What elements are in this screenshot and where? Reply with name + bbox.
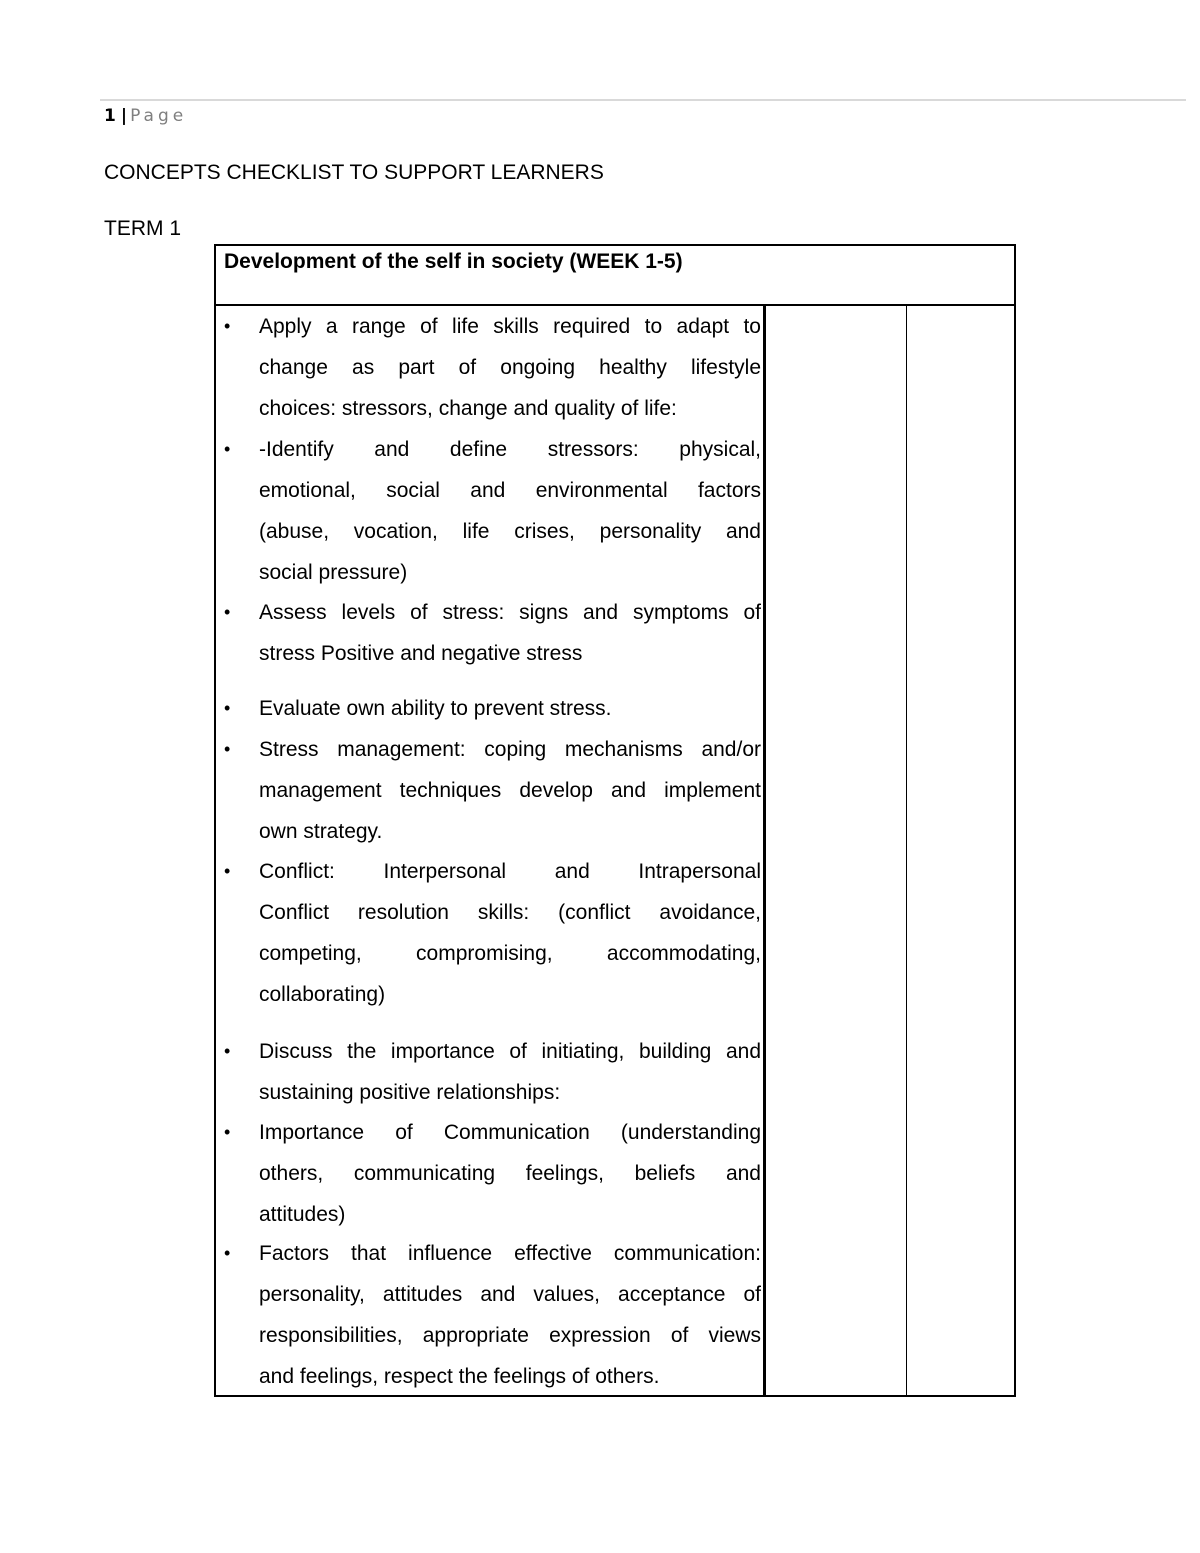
- concept-line: change as part of ongoing healthy lifestyle: [259, 356, 761, 379]
- concept-text: [259, 592, 761, 674]
- bullet-icon: •: [224, 739, 231, 759]
- concept-line: Discuss the importance of initiating, building and: [259, 1040, 761, 1063]
- concept-line: Factors that influence effective communication:: [259, 1242, 761, 1265]
- bullet-icon: •: [224, 698, 231, 718]
- concept-line: competing, compromising, accommodating,: [259, 942, 761, 965]
- concept-item: [216, 851, 763, 1015]
- concept-line: Assess levels of stress: signs and symptoms of: [259, 601, 761, 624]
- concept-item: [216, 592, 763, 674]
- concept-line: Conflict: Interpersonal and Intrapersonal: [259, 860, 761, 883]
- page-word: Page: [130, 106, 188, 126]
- bullet-icon: •: [224, 439, 231, 459]
- concept-text: [259, 429, 761, 593]
- concept-line: Evaluate own ability to prevent stress.: [259, 697, 612, 720]
- bullet-icon: •: [224, 1041, 231, 1061]
- concept-line: emotional, social and environmental factors: [259, 479, 761, 502]
- bullet-icon: •: [224, 1122, 231, 1142]
- bullet-icon: •: [224, 316, 231, 336]
- concept-line: Conflict resolution skills: (conflict avoidance,: [259, 901, 761, 924]
- concept-item: [216, 1031, 763, 1113]
- concept-line: -Identify and define stressors: physical,: [259, 438, 761, 461]
- concepts-column: [216, 306, 766, 1395]
- page-label: [104, 104, 187, 128]
- concept-text: [259, 1233, 761, 1397]
- bullet-icon: •: [224, 602, 231, 622]
- concept-line: (abuse, vocation, life crises, personality and: [259, 520, 761, 543]
- concept-item: [216, 306, 763, 429]
- page-separator: |: [120, 106, 128, 126]
- concept-line: Apply a range of life skills required to adapt to: [259, 315, 761, 338]
- concept-item: [216, 688, 763, 729]
- header-rule: [100, 99, 1186, 101]
- document-title: CONCEPTS CHECKLIST TO SUPPORT LEARNERS: [104, 161, 604, 184]
- page-number: 1: [104, 106, 116, 126]
- concept-item: [216, 1233, 763, 1397]
- section-heading: Development of the self in society (WEEK 1-5): [216, 246, 1014, 306]
- concept-text: [259, 729, 761, 852]
- concept-line: others, communicating feelings, beliefs and: [259, 1162, 761, 1185]
- checklist-column-1: [766, 306, 907, 1395]
- checklist-column-2: [907, 306, 1014, 1395]
- bullet-icon: •: [224, 1243, 231, 1263]
- concept-line: management techniques develop and implement: [259, 779, 761, 802]
- concept-item: [216, 1112, 763, 1235]
- concept-line: sustaining positive relationships:: [259, 1081, 561, 1104]
- concept-item: [216, 429, 763, 593]
- concept-text: [259, 1031, 761, 1113]
- concept-line: own strategy.: [259, 820, 383, 843]
- bullet-icon: •: [224, 861, 231, 881]
- concept-line: attitudes): [259, 1203, 346, 1226]
- concept-text: [259, 851, 761, 1015]
- concept-text: [259, 688, 761, 729]
- concept-line: personality, attitudes and values, acceptance of: [259, 1283, 761, 1306]
- concept-line: collaborating): [259, 983, 386, 1006]
- concept-line: Importance of Communication (understanding: [259, 1121, 761, 1144]
- concept-text: [259, 306, 761, 429]
- concept-line: and feelings, respect the feelings of others.: [259, 1365, 660, 1388]
- term-label: TERM 1: [104, 217, 182, 240]
- concept-line: Stress management: coping mechanisms and/or: [259, 738, 761, 761]
- concept-line: choices: stressors, change and quality of life:: [259, 397, 677, 420]
- concept-line: stress Positive and negative stress: [259, 642, 583, 665]
- concept-item: [216, 729, 763, 852]
- concept-line: responsibilities, appropriate expression of views: [259, 1324, 761, 1347]
- concept-line: social pressure): [259, 561, 408, 584]
- concepts-checklist-table: [214, 244, 1016, 1397]
- concept-text: [259, 1112, 761, 1235]
